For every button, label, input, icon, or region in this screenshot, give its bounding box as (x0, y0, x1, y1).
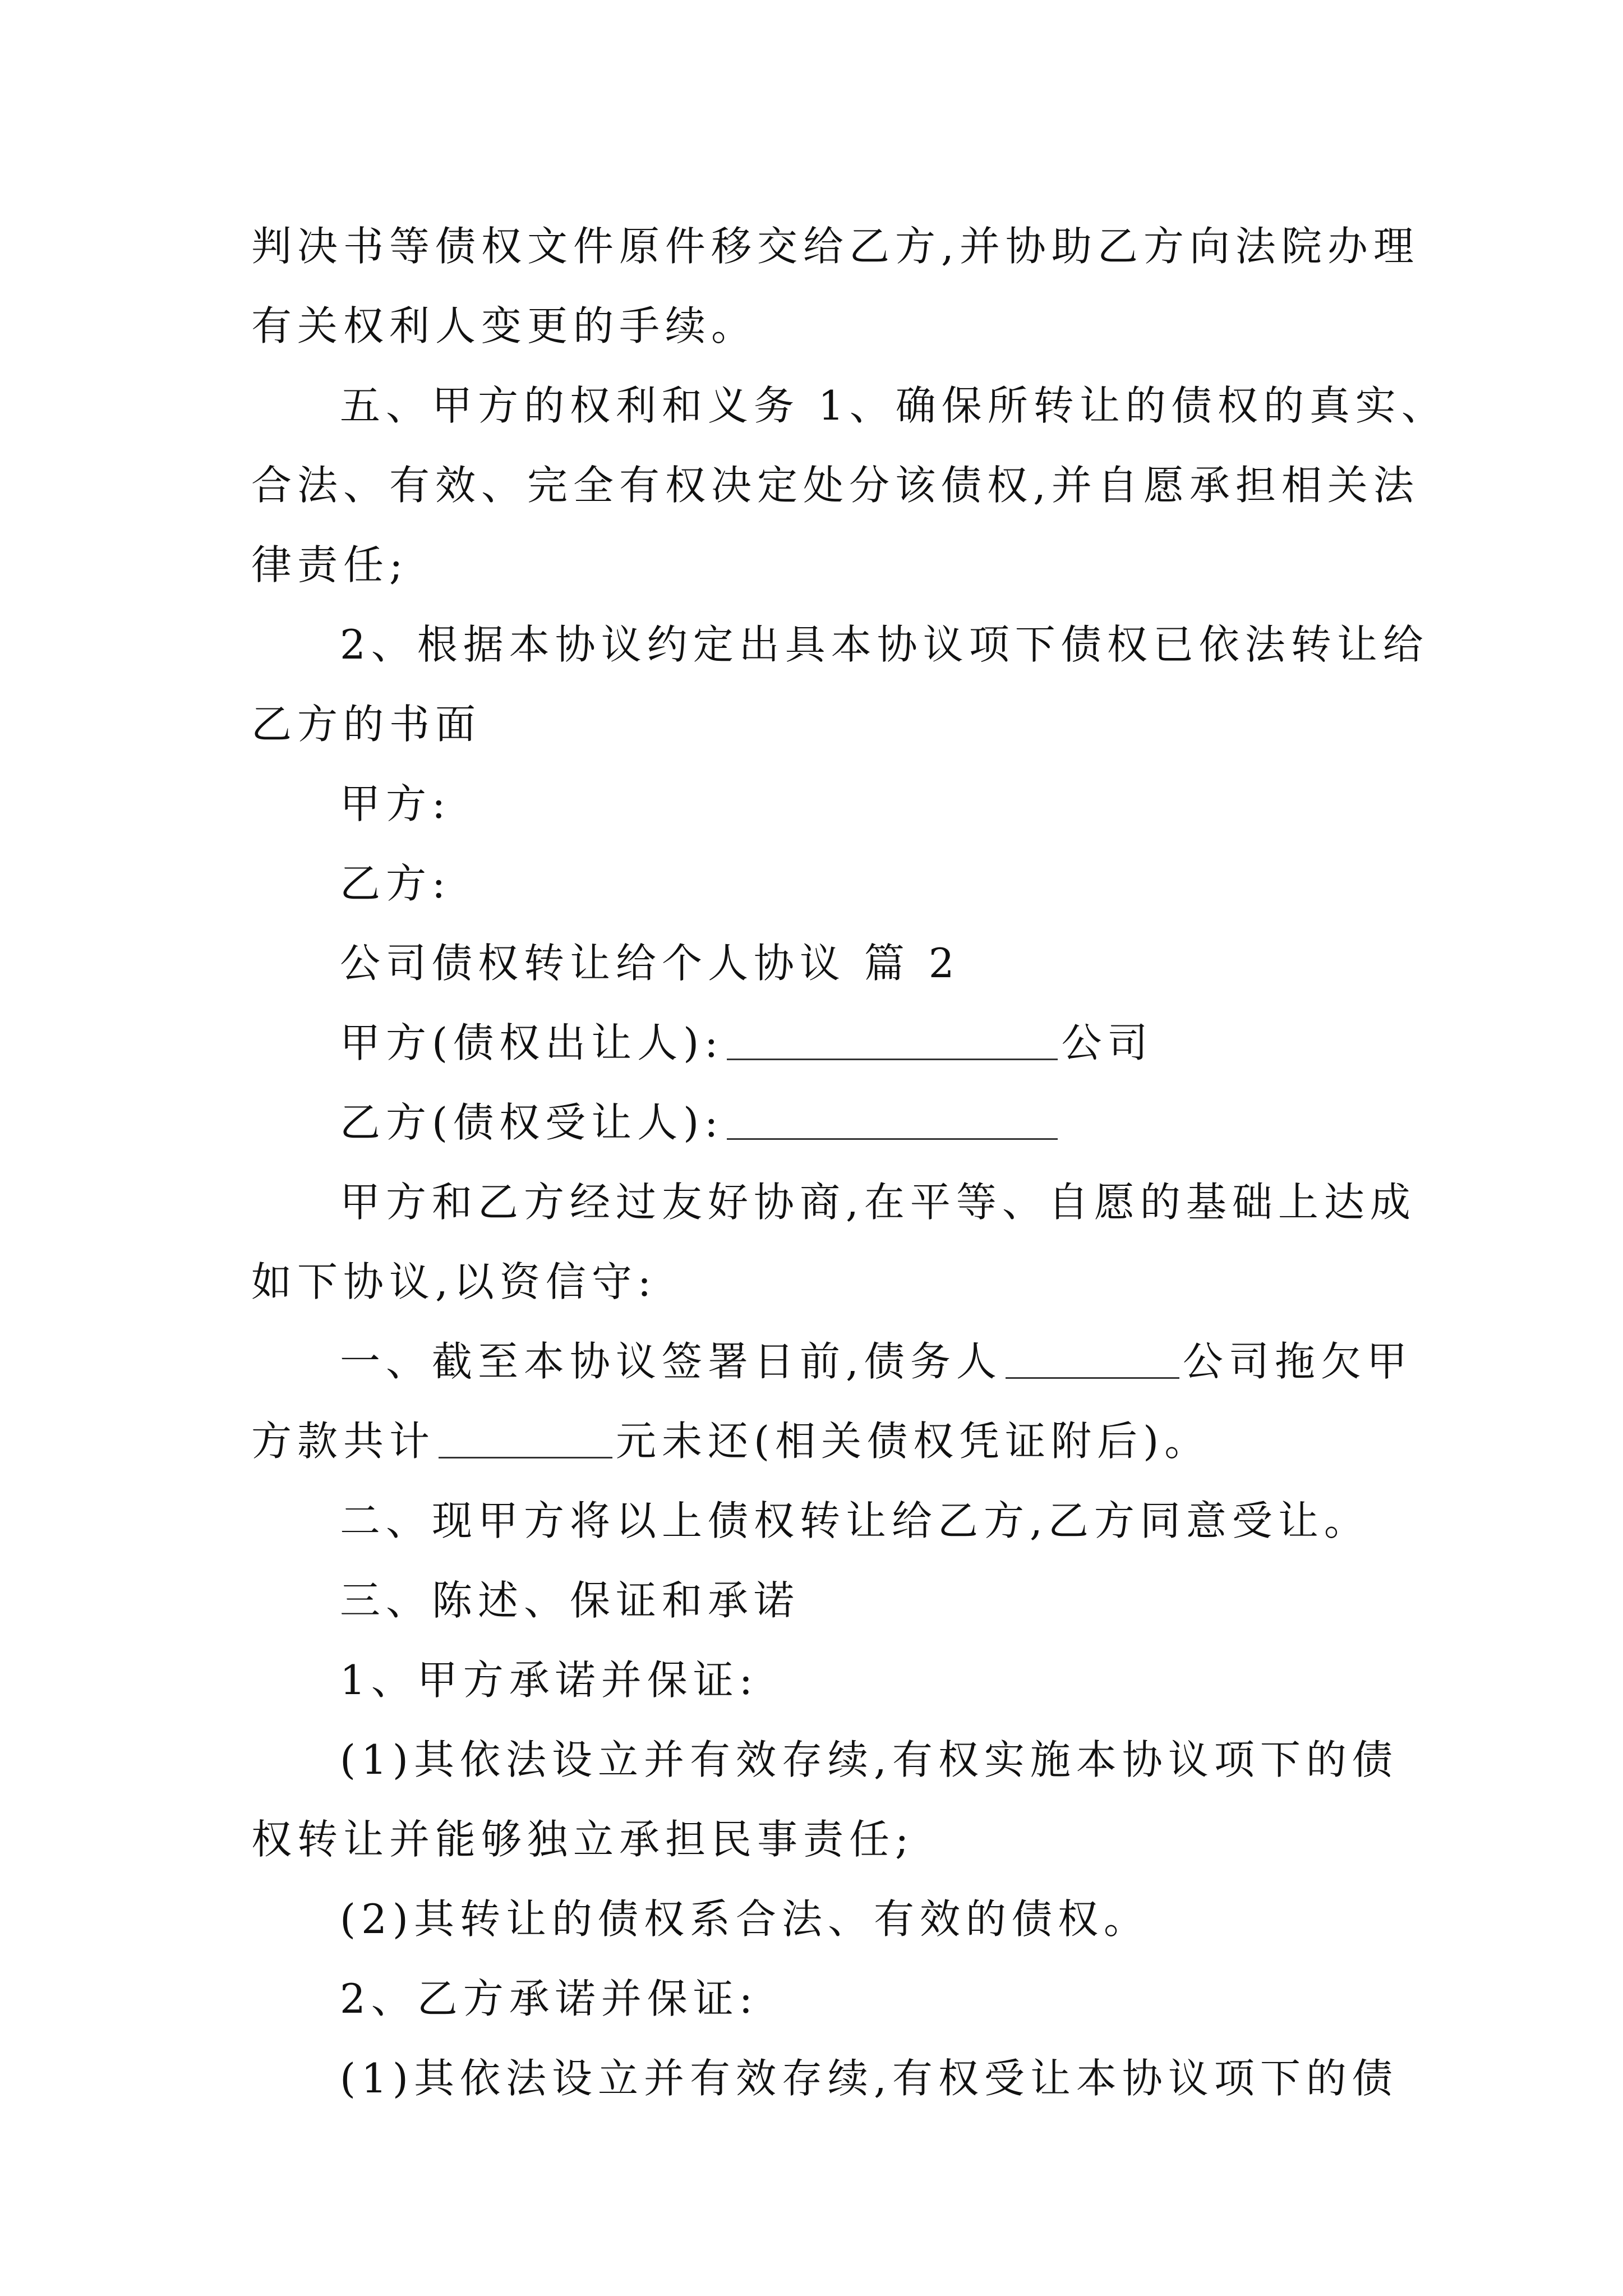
text-line: 甲方和乙方经过友好协商,在平等、自愿的基础上达成 (340, 1179, 1416, 1226)
text-line: 合法、有效、完全有权决定处分该债权,并自愿承担相关法 (251, 462, 1419, 509)
debtor-blank (1006, 1332, 1179, 1379)
clause-1-prefix: 一、截至本协议签署日前,债务人 (340, 1338, 1002, 1385)
text-line: 二、现甲方将以上债权转让给乙方,乙方同意受让。 (340, 1497, 1370, 1544)
signature-label-party-b: 乙方: (340, 860, 451, 907)
party-a-suffix: 公司 (1061, 1019, 1154, 1066)
signature-label-party-a: 甲方: (340, 780, 451, 827)
text-line: 2、根据本协议约定出具本协议项下债权已依法转让给 (340, 621, 1429, 668)
section-heading: 公司债权转让给个人协议 篇 2 (340, 940, 960, 987)
party-a-line (251, 1003, 1391, 1083)
text-line: 五、甲方的权利和义务 1、确保所转让的债权的真实、 (340, 382, 1447, 429)
text-line: 1、甲方承诺并保证: (340, 1657, 759, 1704)
party-b-label: 乙方(债权受让人): (340, 1099, 724, 1146)
text-line: (1)其依法设立并有效存续,有权实施本协议项下的债 (340, 1736, 1398, 1783)
clause-1-line-2 (251, 1401, 1391, 1481)
party-b-blank (727, 1093, 1058, 1140)
clause-1-amount-suffix: 元未还(相关债权凭证附后)。 (616, 1418, 1211, 1465)
text-line: (1)其依法设立并有效存续,有权受让本协议项下的债 (340, 2055, 1398, 2102)
clause-1-suffix: 公司拖欠甲 (1182, 1338, 1413, 1385)
section-heading: 三、陈述、保证和承诺 (340, 1577, 800, 1624)
text-line: 2、乙方承诺并保证: (340, 1975, 759, 2022)
party-a-label: 甲方(债权出让人): (340, 1019, 724, 1066)
party-b-line (251, 1083, 1391, 1162)
clause-1-amount-prefix: 方款共计 (251, 1418, 436, 1465)
clause-1-line-1 (251, 1322, 1413, 1401)
text-line: 判决书等债权文件原件移交给乙方,并协助乙方向法院办理 (251, 223, 1419, 270)
text-line: 律责任; (251, 541, 409, 588)
text-line: 乙方的书面 (251, 701, 482, 748)
text-line: 如下协议,以资信守: (251, 1258, 657, 1305)
text-line: 有关权利人变更的手续。 (251, 302, 758, 349)
document-body (251, 206, 1447, 2118)
amount-blank (439, 1412, 612, 1458)
text-line: (2)其转让的债权系合法、有效的债权。 (340, 1895, 1150, 1943)
text-line: 权转让并能够独立承担民事责任; (251, 1816, 915, 1863)
party-a-blank (727, 1014, 1058, 1060)
